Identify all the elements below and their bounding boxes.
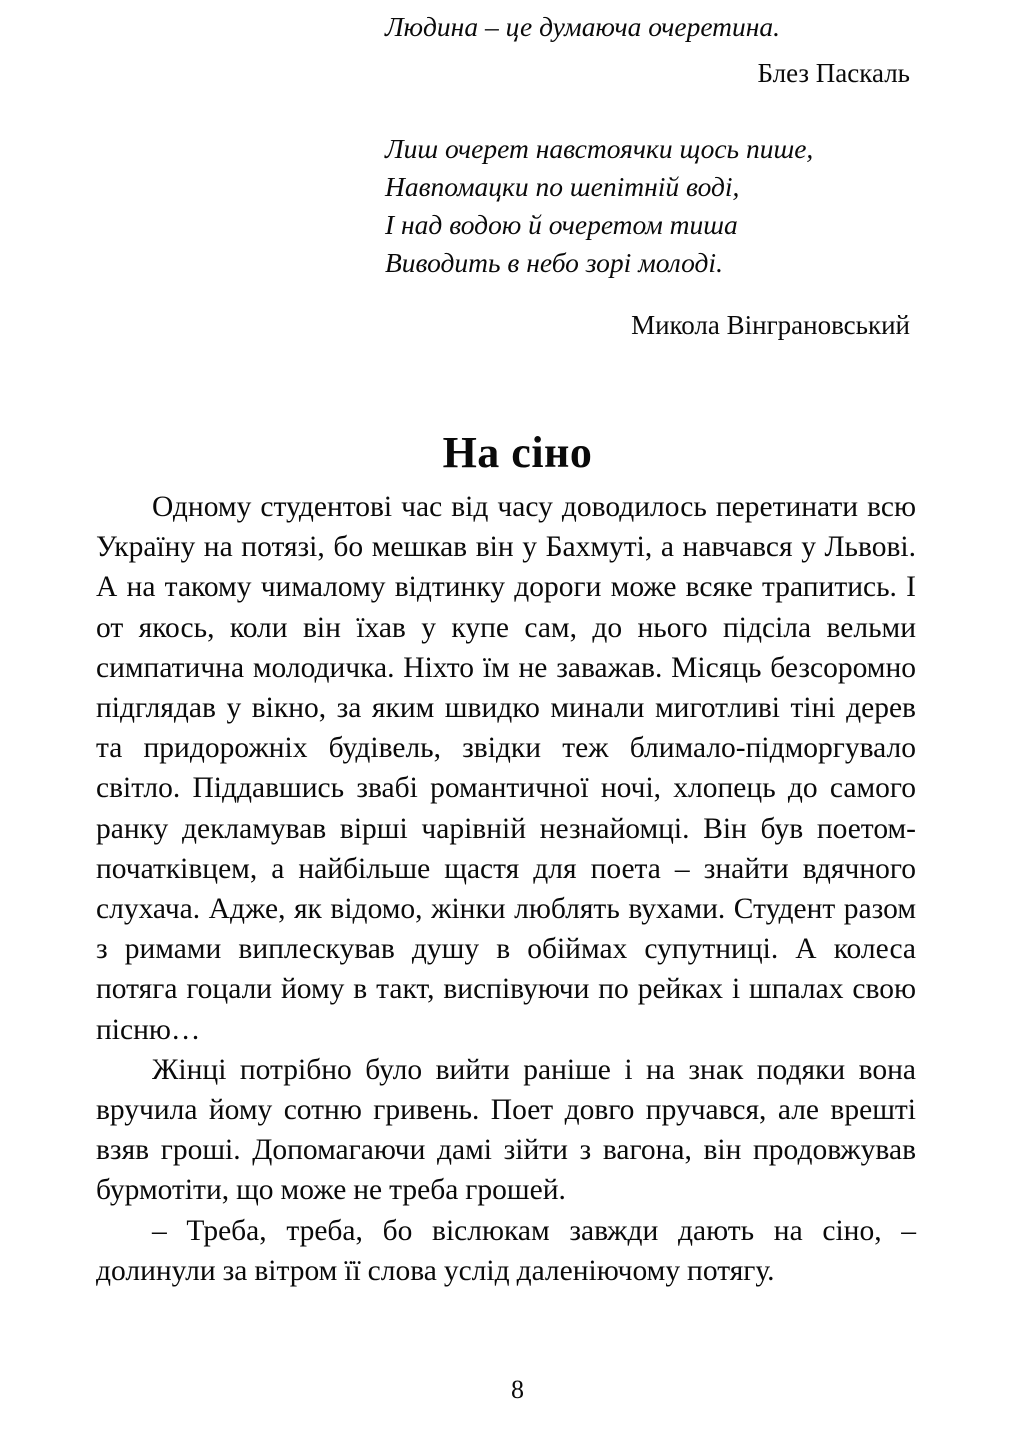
poem-line: Виводить в небо зорі молоді. bbox=[385, 247, 723, 278]
story-body bbox=[96, 487, 916, 1291]
epigraph-attribution: Блез Паскаль bbox=[757, 58, 910, 88]
epigraph-pascal bbox=[385, 8, 915, 90]
body-paragraph: – Треба, треба, бо віслюкам завжди дають на сіно, – долинули за вітром її слова услід даленіючому потягу. bbox=[96, 1214, 916, 1287]
body-paragraph: Жінці потрібно було вийти раніше і на знак подяки вона вручила йому сотню гривень. Поет довго пручався, але врешті взяв гроші. Допомагаючи дамі зійти з вагона, він продовжував бурмотіти, що може не треба грошей. bbox=[96, 1053, 916, 1207]
epigraph-quote-line: Людина – це думаюча очеретина. bbox=[385, 11, 781, 42]
body-paragraph: Одному студентові час від часу доводилось перетинати всю Україну на потязі, бо мешкав він у Бахмуті, а навчався у Львові. А на такому чималому відтинку дороги може всяке трапитись. І от якось, коли він їхав у купе сам, до нього підсіла вельми симпатична молодичка. Ніхто їм не заважав. Місяць безсоромно підглядав у вікно, за яким швидко минали миготливі тіні дерев та придорожніх будівель, звідки теж блимало-підморгувало світло. Піддавшись звабі романтичної ночі, хлопець до самого ранку декламував вірші чарівній незнайомці. Він був поетом-початківцем, а найбільше щастя для поета – знайти вдячного слухача. Адже, як відомо, жінки люблять вухами. Студент разом з римами виплескував душу в обіймах супутниці. А колеса потяга гоцали йому в такт, виспівуючи по рейках і шпалах свою пісню… bbox=[96, 491, 916, 1046]
epigraph-vinhranovskyi bbox=[385, 130, 915, 342]
page-number: 8 bbox=[511, 1375, 524, 1404]
poem-line: І над водою й очеретом тиша bbox=[385, 209, 738, 240]
story-title: На сіно bbox=[442, 428, 593, 478]
poem-line: Лиш очерет навстоячки щось пише, bbox=[385, 133, 814, 164]
epigraph-attribution: Микола Вінграновський bbox=[631, 310, 910, 340]
poem-line: Навпомацки по шепітній воді, bbox=[385, 171, 740, 202]
